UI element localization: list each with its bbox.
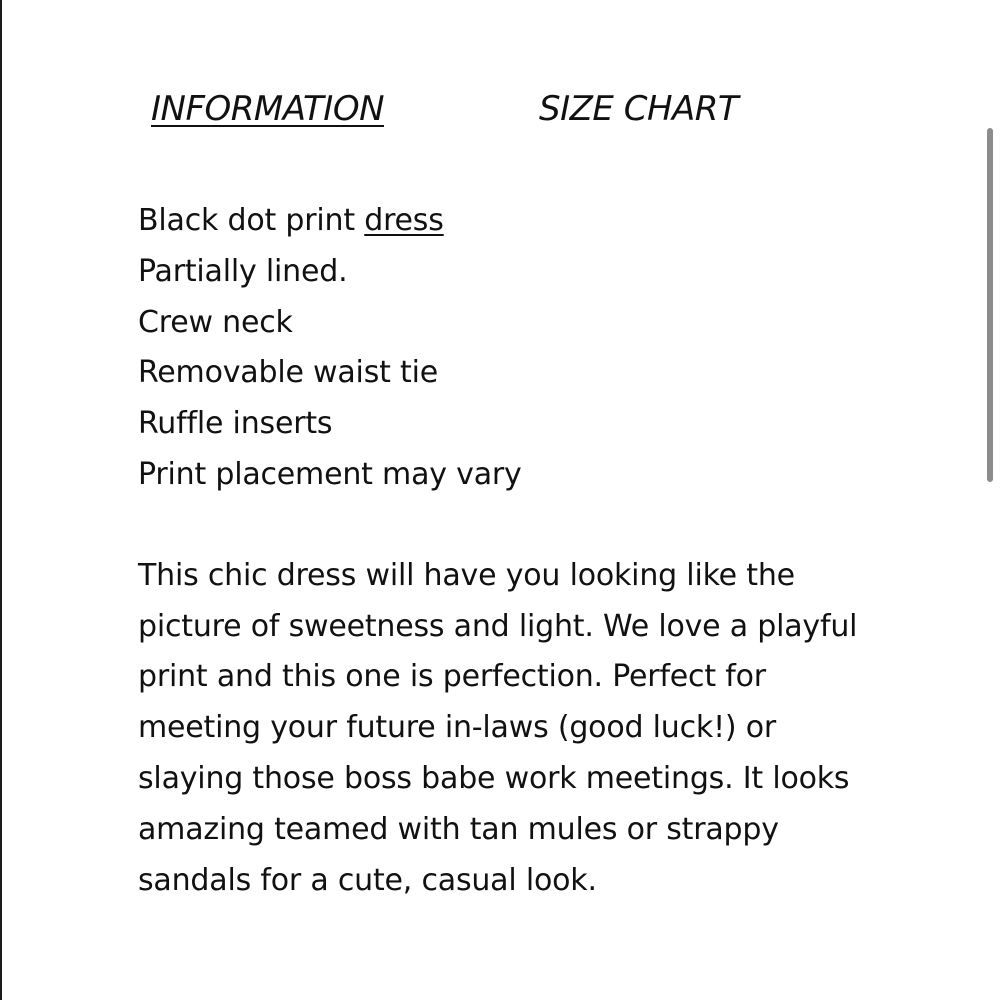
feature-item: Print placement may vary [138, 456, 522, 492]
feature-text: Black dot print [138, 203, 365, 238]
product-description: This chic dress will have you looking like the picture of sweetness and light. We love a playful print and this one is perfection. Perfect for meeting your future in-laws (good luck!) or slaying those boss babe work meetings. It looks amazing teamed with tan mules or strappy sandals for a cute, casual look. [138, 557, 858, 898]
feature-item [138, 196, 868, 247]
left-border [0, 0, 2, 1000]
information-panel [138, 196, 868, 906]
tab-size-chart[interactable]: SIZE CHART [539, 89, 739, 129]
feature-item: Removable waist tie [138, 355, 438, 391]
scrollbar-thumb[interactable] [987, 128, 993, 482]
feature-item: Ruffle inserts [138, 406, 333, 442]
details-tabs [151, 86, 738, 132]
feature-item: Partially lined. [138, 253, 348, 289]
dress-link[interactable]: dress [364, 203, 444, 238]
feature-item: Crew neck [138, 304, 293, 340]
feature-list [138, 196, 868, 501]
scrollbar[interactable] [986, 128, 994, 482]
tab-information[interactable]: INFORMATION [151, 89, 385, 129]
